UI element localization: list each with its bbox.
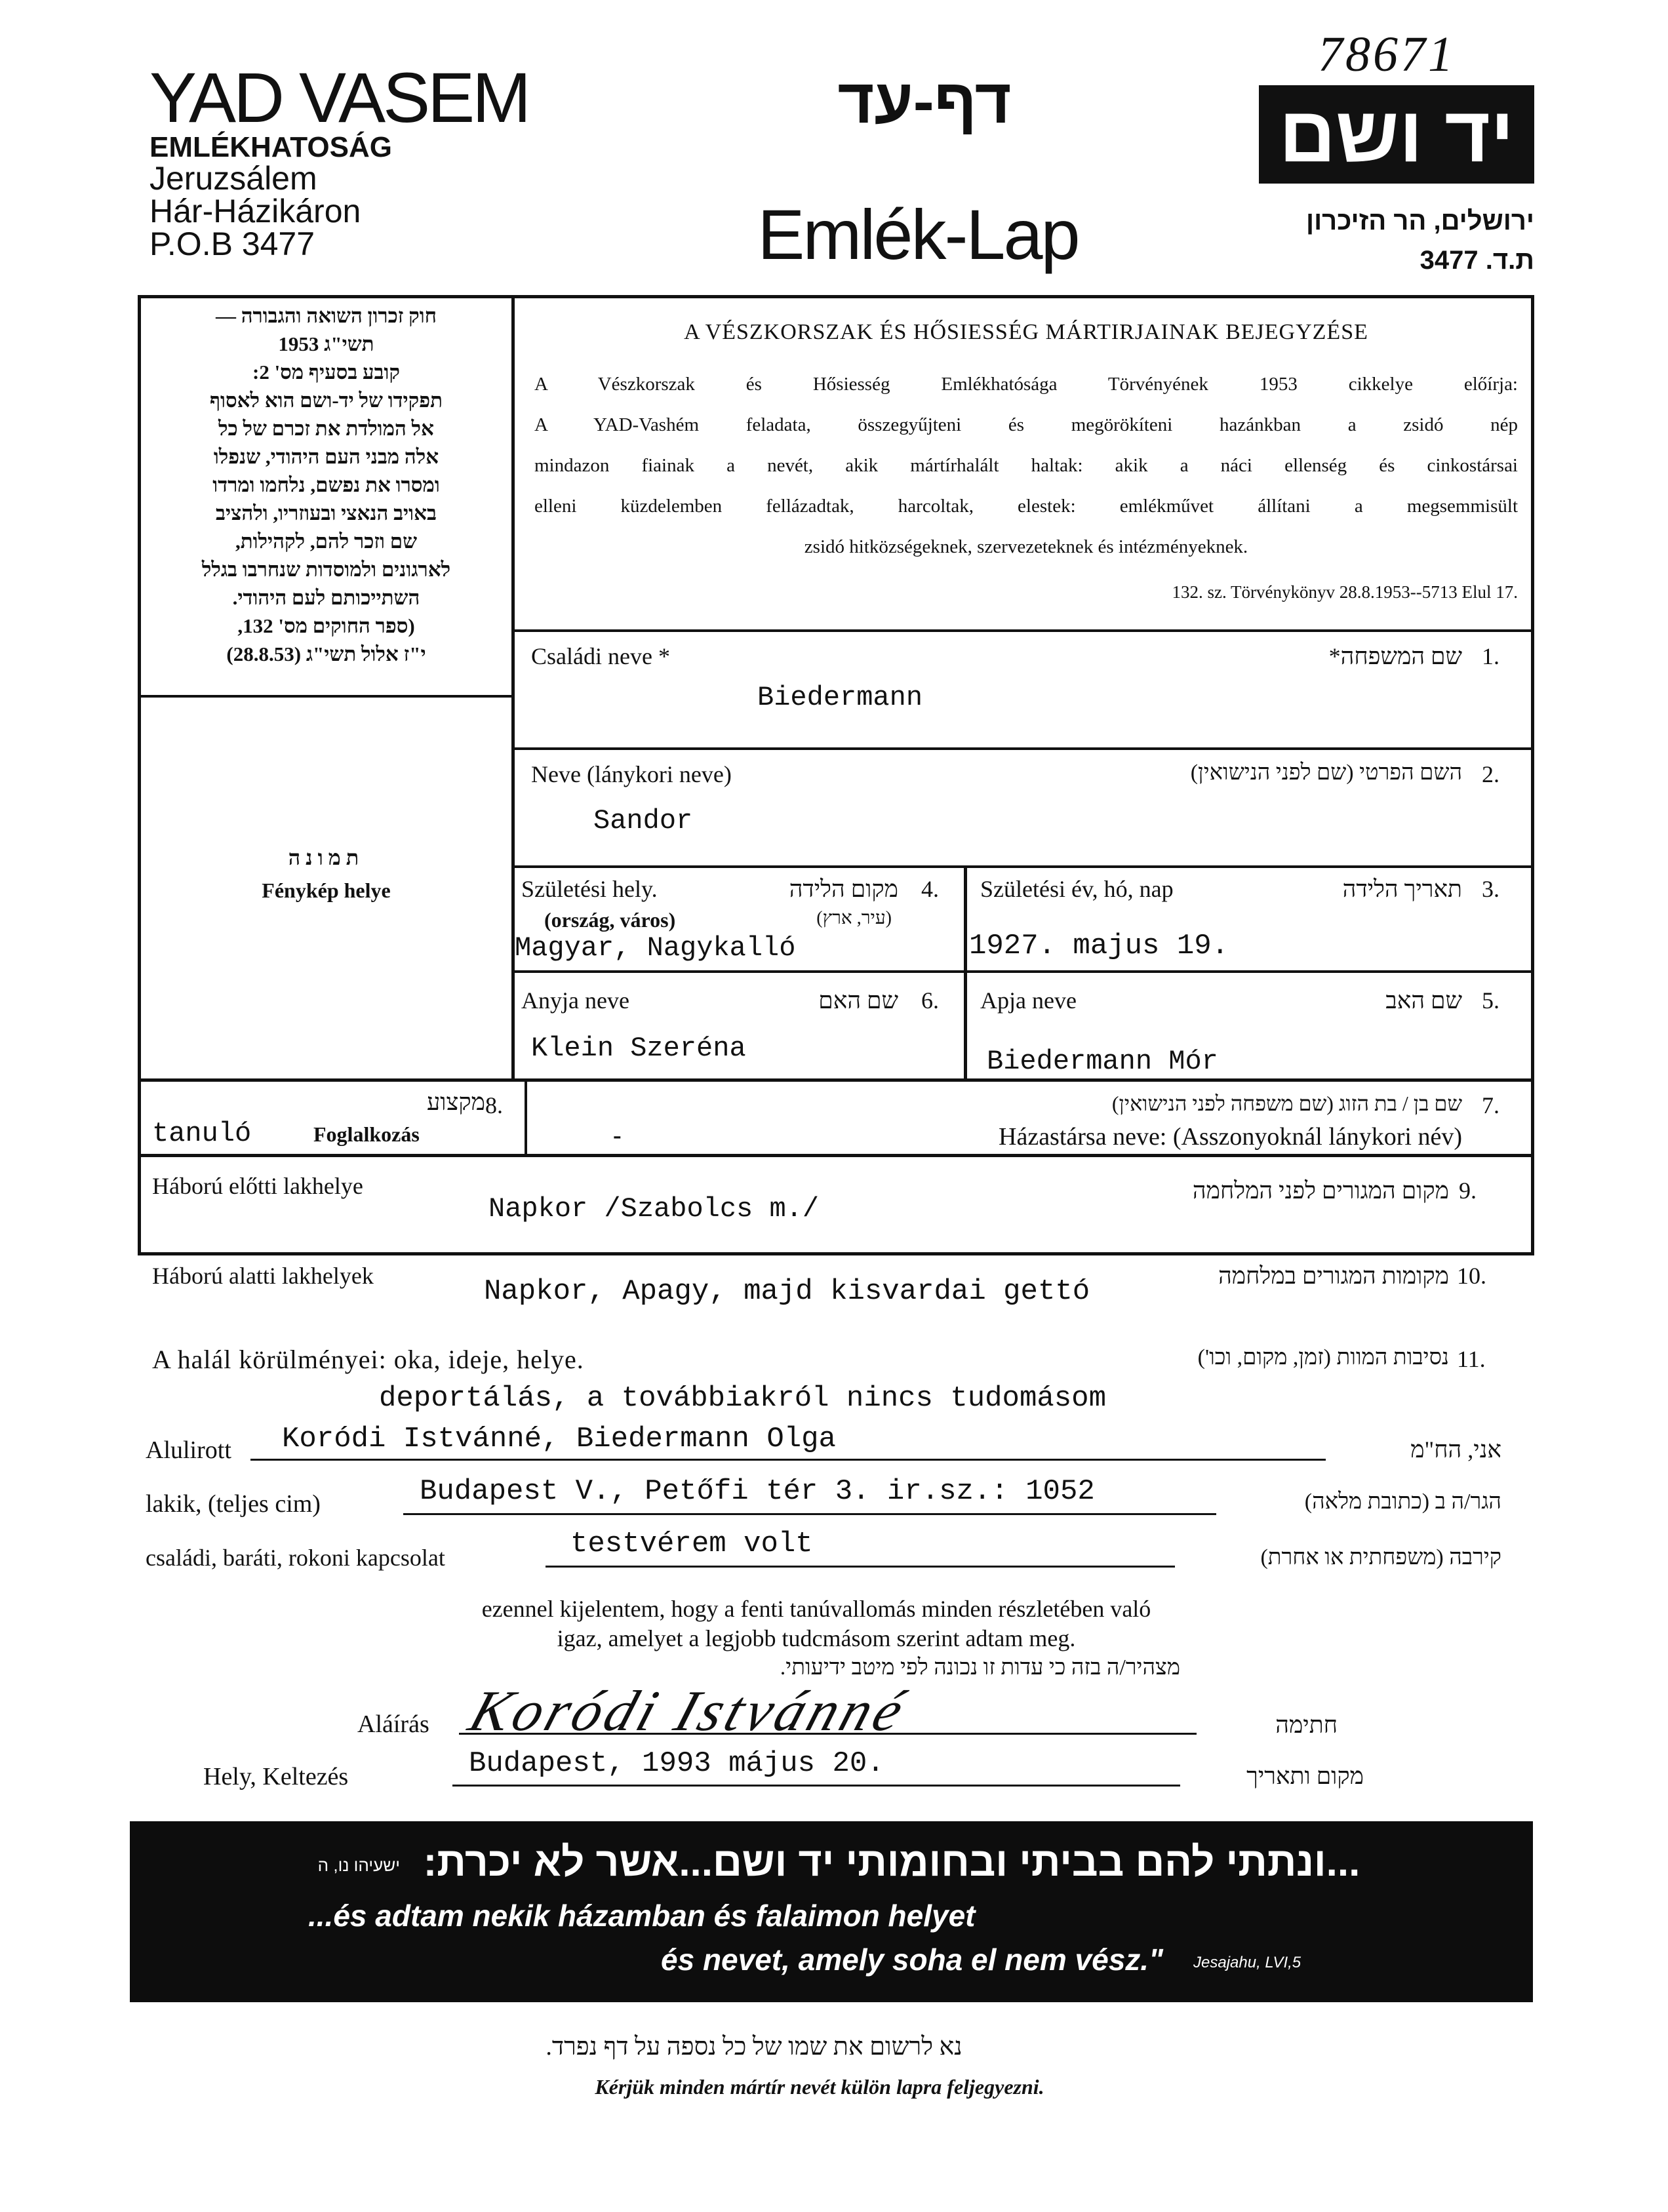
declarant-address-label: lakik, (teljes cim): [146, 1490, 321, 1518]
frame-left: [138, 295, 141, 1255]
f4-label-he: מקום הלידה: [789, 876, 898, 902]
signature-label: Aláírás: [357, 1710, 429, 1738]
header-right-pobox: ת.ד. 3477: [1420, 246, 1534, 275]
law-line: י"ז אלול תשי"ג (28.8.53): [226, 642, 426, 665]
f11-label: A halál körülményei: oka, ideje, helye.: [152, 1345, 584, 1374]
intro-citation: 132. sz. Törvénykönyv 28.8.1953--5713 Elul 17.: [1172, 582, 1518, 602]
law-line: אלה מבני העם היהודי, שנפלו: [213, 445, 439, 468]
law-line: ומסרו את נפשם, נלחמו ומרדו: [212, 473, 440, 496]
f6-num: 6.: [921, 987, 939, 1014]
f1-value: Biedermann: [757, 682, 923, 713]
f9-label-he: מקום המגורים לפני המלחמה: [1192, 1177, 1449, 1204]
f2-value: Sandor: [593, 805, 693, 837]
f1-label: Családi neve *: [531, 643, 670, 669]
f4-label: Születési hely.: [521, 876, 658, 902]
org-city: Jeruzsálem: [149, 160, 317, 197]
row3-bottom: [511, 970, 1534, 973]
f7-num: 7.: [1482, 1092, 1499, 1118]
law-box: [148, 302, 505, 668]
law-line: אל המולדת את זכרם של כל: [218, 417, 434, 440]
banner-line1: ...és adtam nekik házamban és falaimon helyet: [308, 1899, 976, 1933]
banner-ref-he: ישעיהו נו, ה: [317, 1855, 400, 1875]
f8-label: Foglalkozás: [313, 1122, 420, 1146]
intro-line: zsidó hitközségeknek, szervezeteknek és intézményeknek.: [804, 536, 1248, 557]
header-title: Emlék-Lap: [757, 195, 1079, 274]
f8-label-he: מקצוע: [426, 1089, 485, 1115]
f7-label: Házastársa neve: (Asszonyoknál lánykori név): [999, 1123, 1462, 1151]
declarant-name-value: Koródi Istvánné, Biedermann Olga: [282, 1423, 836, 1455]
f8-num: 8.: [485, 1092, 503, 1118]
declarant-address-label-he: הגר/ה ב (כתובת מלאה): [1304, 1490, 1501, 1514]
header-right-address: ירושלים, הר הזיכרון: [1306, 207, 1534, 235]
f11-value: deportálás, a továbbiakról nincs tudomásom: [379, 1382, 1106, 1415]
frame-bottom: [138, 1252, 1534, 1255]
declarant-statement-he: מצהיר/ה בזה כי עדות זו נכונה לפי מיטב ידיעותי.: [780, 1655, 1180, 1680]
intro-title: A VÉSZKORSZAK ÉS HŐSIESSÉG MÁRTIRJAINAK BEJEGYZÉSE: [684, 320, 1368, 344]
row5-bottom: [138, 1154, 1534, 1157]
archive-number: 78671: [1318, 27, 1456, 82]
f9-num: 9.: [1459, 1177, 1477, 1204]
f5-value: Biedermann Mór: [987, 1046, 1218, 1077]
footer-hungarian: Kérjük minden mártír nevét külön lapra feljegyezni.: [595, 2075, 1044, 2099]
intro-line: A YAD-Vashém feladata, összegyűjteni és megörökíteni hazánkban a zsidó nép: [534, 414, 1518, 435]
row4-bottom: [138, 1078, 1534, 1082]
f2-label-he: השם הפרטי (שם לפני הנישואין): [1190, 760, 1462, 785]
footer-hebrew: נא לרשום את שמו של כל נספה על דף נפרד.: [546, 2033, 963, 2061]
f5-label: Apja neve: [980, 987, 1077, 1014]
f4-sublabel-he: (עיר, ארץ): [816, 908, 892, 928]
law-line: באויב הנאצי ובעוזריו, ולהציב: [216, 502, 437, 524]
intro-bottom: [511, 629, 1534, 632]
law-line: תפקידו של יד-ושם הוא לאסוף: [209, 389, 443, 412]
f10-label-he: מקומות המגורים במלחמה: [1218, 1263, 1449, 1289]
frame-top: [138, 295, 1534, 298]
law-line: תשי"ג 1953: [278, 332, 374, 355]
f5-num: 5.: [1482, 987, 1499, 1014]
header-left: [149, 58, 529, 262]
declarant-address-value: Budapest V., Petőfi tér 3. ir.sz.: 1052: [420, 1475, 1095, 1508]
signature-label-he: חתימה: [1275, 1712, 1338, 1738]
photo-hebrew: תמונה: [288, 846, 365, 869]
law-line: השתייכותם לעם היהודי.: [232, 586, 420, 609]
place-date-label-he: מקום ותאריך: [1246, 1763, 1364, 1789]
f7-value: -: [613, 1122, 622, 1149]
declarant-relation-label-he: קירבה (משפחתית או אחרת): [1260, 1545, 1501, 1570]
f11-num: 11.: [1457, 1346, 1486, 1372]
f6-label-he: שם האם: [818, 987, 898, 1014]
row3-divider: [964, 865, 967, 1082]
intro-line: elleni küzdelemben fellázadtak, harcoltak, elestek: emlékművet állítani a megsemmisült: [534, 496, 1518, 517]
declarant-name-label-he: אני, הח"מ: [1410, 1436, 1501, 1463]
f4-sublabel: (ország, város): [544, 908, 676, 932]
f10-value: Napkor, Apagy, majd kisvardai gettó: [484, 1275, 1090, 1308]
declarant-name-line: [250, 1459, 1326, 1461]
declarant-relation-line: [546, 1566, 1175, 1568]
declarant-relation-value: testvérem volt: [570, 1528, 813, 1560]
f4-num: 4.: [921, 876, 939, 902]
yad-vashem-logo: יד ושם: [1259, 85, 1534, 184]
org-pobox: P.O.B 3477: [149, 226, 315, 262]
f2-label: Neve (lánykori neve): [531, 761, 732, 787]
f8-value: tanuló: [152, 1118, 252, 1149]
f6-label: Anyja neve: [521, 987, 629, 1014]
f9-label: Háború előtti lakhelye: [152, 1173, 363, 1199]
f2-num: 2.: [1482, 761, 1499, 787]
law-line: חוק זכרון השואה והגבורה —: [215, 304, 437, 327]
f3-label: Születési év, hó, nap: [980, 876, 1174, 902]
banner-line2: és nevet, amely soha el nem vész.": [661, 1943, 1163, 1977]
row2-bottom: [511, 865, 1534, 868]
f11-label-he: נסיבות המוות (זמן, מקום, וכו'): [1197, 1345, 1449, 1370]
header-hebrew-title: דף-עד: [837, 66, 1012, 136]
law-line: שם וזכר להם, לקהילות,: [235, 530, 418, 553]
row5-divider: [525, 1082, 527, 1154]
f3-label-he: תאריך הלידה: [1342, 876, 1462, 902]
frame-right: [1531, 295, 1534, 1255]
f10-num: 10.: [1457, 1263, 1486, 1289]
place-date-label: Hely, Keltezés: [203, 1763, 349, 1790]
banner-hebrew: ...ונתתי להם בביתי ובחומותי יד ושם...אשר לא יכרת:: [423, 1840, 1360, 1885]
place-date-line: [452, 1785, 1180, 1787]
place-date-value: Budapest, 1993 május 20.: [469, 1747, 884, 1780]
org-subtitle: EMLÉKHATOSÁG: [149, 131, 392, 163]
declarant-address-line: [403, 1513, 1216, 1515]
intro-line: A Vészkorszak és Hősiesség Emlékhatósága Törvényének 1953 cikkelye előírja:: [534, 374, 1518, 395]
f1-num: 1.: [1482, 643, 1499, 669]
f1-label-he: שם המשפחה*: [1328, 643, 1462, 669]
f7-label-he: שם בן / בת הזוג (שם משפחה לפני הנישואין): [1111, 1092, 1462, 1115]
declarant-statement-2: igaz, amelyet a legjobb tudcmásom szerint adtam meg.: [557, 1625, 1076, 1651]
left-column-divider: [511, 295, 515, 1082]
org-name: YAD VASEM: [149, 58, 529, 137]
f3-value: 1927. majus 19.: [969, 930, 1229, 962]
law-line: לארגונים ולמוסדות שנחרבו בגלל: [201, 558, 451, 581]
photo-label: Fénykép helye: [262, 879, 391, 902]
law-line: (ספר החוקים מס' 132,: [237, 614, 415, 637]
declarant-relation-label: családi, baráti, rokoni kapcsolat: [146, 1545, 445, 1571]
f5-label-he: שם האב: [1385, 987, 1462, 1014]
f9-value: Napkor /Szabolcs m./: [488, 1193, 820, 1225]
row1-bottom: [511, 747, 1534, 750]
declarant-name-label: Alulirott: [146, 1436, 231, 1464]
f10-label: Háború alatti lakhelyek: [152, 1263, 374, 1289]
f3-num: 3.: [1482, 876, 1499, 902]
f4-value: Magyar, Nagykalló: [515, 932, 796, 964]
org-location: Hár-Házikáron: [149, 193, 361, 229]
law-line: קובע בסעיף מס' 2:: [252, 361, 400, 384]
intro-line: mindazon fiainak a nevét, akik mártírhalált haltak: akik a náci ellenség és cinkostársai: [534, 455, 1518, 476]
banner-ref: Jesajahu, LVI,5: [1193, 1954, 1301, 1971]
law-box-bottom: [138, 695, 515, 698]
signature: Koródi Istvánné: [462, 1680, 915, 1743]
intro-body: [534, 364, 1518, 567]
f6-value: Klein Szeréna: [531, 1033, 746, 1064]
declarant-statement-1: ezennel kijelentem, hogy a fenti tanúvallomás minden részletében való: [481, 1596, 1151, 1622]
